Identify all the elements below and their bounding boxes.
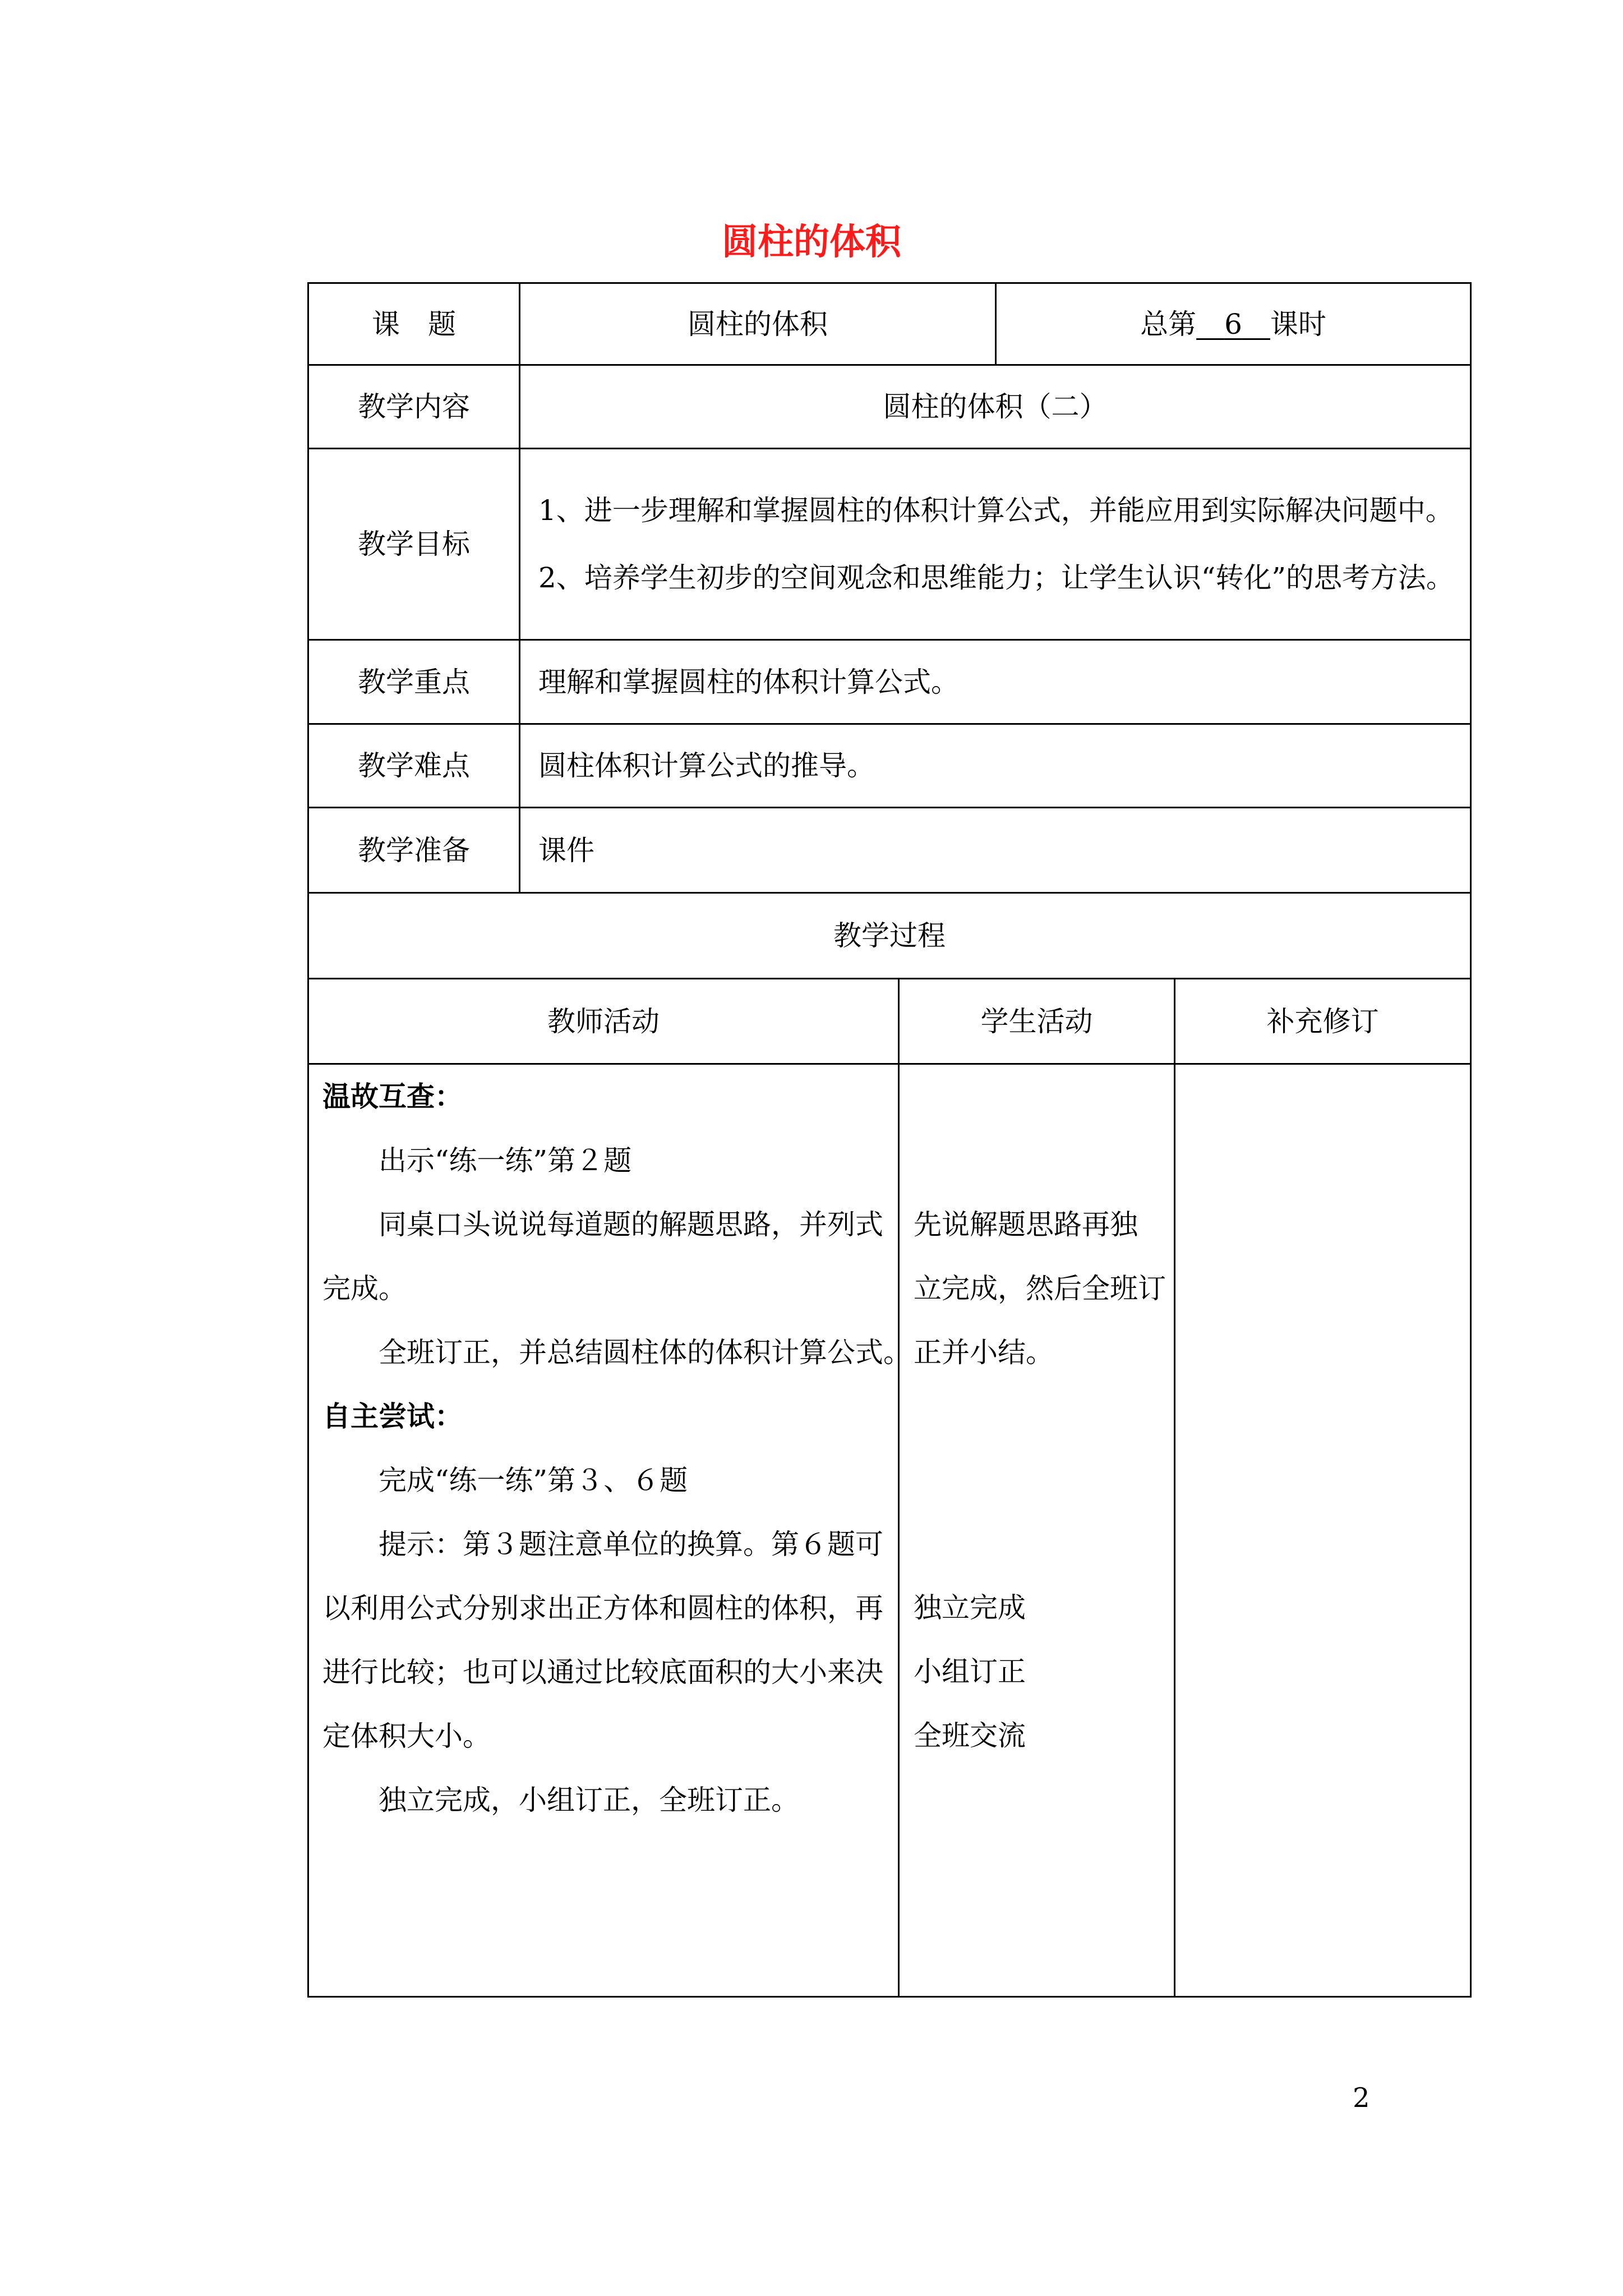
student-line: 全班交流: [914, 1719, 1026, 1752]
table-border-bottom: [307, 1996, 1472, 1998]
difficulty-value: 圆柱体积计算公式的推导。: [538, 749, 875, 782]
teacher-line: 独立完成，小组订正，全班订正。: [379, 1784, 799, 1816]
difficulty-label: 教学难点: [358, 749, 470, 782]
content-value: 圆柱的体积（二）: [883, 390, 1108, 423]
key-point-label: 教学重点: [358, 665, 470, 698]
goals-label: 教学目标: [358, 528, 470, 560]
teacher-line: 以利用公式分别求出正方体和圆柱的体积，再: [322, 1592, 883, 1625]
lesson-count: [997, 284, 1470, 364]
table-border-right: [1470, 282, 1472, 1998]
student-line: 独立完成: [914, 1591, 1026, 1624]
topic-label: 课 题: [372, 307, 456, 341]
goal-item: 2、培养学生初步的空间观念和思维能力；让学生认识“转化”的思考方法。: [538, 562, 1454, 594]
teacher-line: 提示：第３题注意单位的换算。第６题可: [379, 1528, 883, 1561]
teacher-line: 全班订正，并总结圆柱体的体积计算公式。: [379, 1336, 911, 1369]
student-activity-content-2: [914, 1576, 1172, 1768]
teacher-line: 进行比较；也可以通过比较底面积的大小来决: [322, 1656, 883, 1688]
student-line: 先说解题思路再独: [914, 1208, 1138, 1241]
topic-value: 圆柱的体积: [688, 307, 828, 341]
page-number: 2: [1353, 2082, 1370, 2114]
teacher-line: 完成。: [322, 1272, 407, 1305]
student-activity-header: 学生活动: [980, 1005, 1093, 1038]
section-heading: 自主尝试：: [322, 1400, 463, 1433]
teacher-line: 完成“练一练”第３、６题: [379, 1464, 688, 1497]
goals-list: [520, 449, 1470, 639]
preparation-value: 课件: [538, 834, 594, 867]
document-title: 圆柱的体积: [722, 221, 901, 263]
student-line: 正并小结。: [914, 1336, 1054, 1369]
teacher-student-divider: [898, 978, 900, 1998]
lesson-prefix: 总第: [1140, 307, 1197, 341]
lesson-suffix: 课时: [1270, 307, 1326, 341]
teacher-activity-content: [322, 1065, 911, 1832]
process-title: 教学过程: [833, 919, 946, 952]
student-line: 小组订正: [914, 1655, 1026, 1688]
teacher-activity-header: 教师活动: [547, 1005, 660, 1038]
student-line: 立完成，然后全班订: [914, 1272, 1166, 1305]
preparation-label: 教学准备: [358, 834, 470, 867]
section-heading: 温故互查：: [322, 1080, 463, 1113]
revision-notes-header: 补充修订: [1266, 1005, 1379, 1038]
teacher-line: 同桌口头说说每道题的解题思路，并列式: [379, 1208, 883, 1241]
lesson-plan-table: [307, 282, 1472, 1998]
teacher-line: 定体积大小。: [322, 1720, 491, 1752]
content-label: 教学内容: [358, 390, 470, 423]
student-activity-content-1: [914, 1193, 1172, 1384]
student-notes-divider: [1174, 978, 1175, 1998]
key-point-value: 理解和掌握圆柱的体积计算公式。: [538, 665, 959, 698]
teacher-line: 出示“练一练”第２题: [379, 1144, 632, 1177]
lesson-number: 6: [1224, 307, 1242, 341]
goal-item: 1、进一步理解和掌握圆柱的体积计算公式，并能应用到实际解决问题中。: [538, 494, 1454, 527]
